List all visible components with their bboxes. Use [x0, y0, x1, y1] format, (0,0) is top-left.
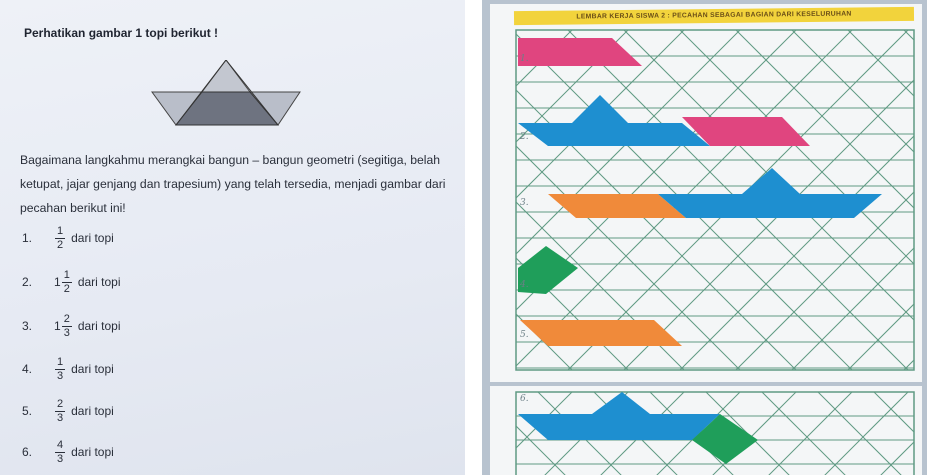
item-text: dari topi [71, 231, 114, 245]
list-item [22, 391, 114, 431]
list-item [22, 349, 114, 389]
item-number: 6. [22, 445, 33, 459]
item-number: 5. [22, 404, 33, 418]
right-student-work-photo [482, 0, 927, 475]
list-item [22, 218, 114, 258]
denominator: 2 [63, 282, 70, 295]
student-worksheet [482, 0, 927, 475]
row-label: 4. [520, 280, 529, 290]
item-number: 4. [22, 362, 33, 376]
numerator: 2 [57, 397, 64, 410]
row-label: 6. [520, 394, 529, 404]
denominator: 3 [57, 369, 64, 382]
denominator: 3 [57, 452, 64, 465]
denominator: 2 [57, 238, 64, 251]
hat-figure [150, 60, 310, 140]
fraction [55, 225, 65, 252]
item-whole: 1 [54, 319, 61, 333]
item-number: 2. [22, 275, 33, 289]
item-text: dari topi [71, 362, 114, 376]
row-label: 3. [520, 198, 529, 208]
numerator: 2 [63, 312, 70, 325]
fraction [62, 269, 72, 296]
item-number: 3. [22, 319, 33, 333]
row-label: 5. [520, 330, 529, 340]
numerator: 4 [57, 438, 64, 451]
list-item [22, 262, 121, 302]
denominator: 3 [63, 326, 70, 339]
item-text: dari topi [77, 319, 121, 333]
question-paragraph: Bagaimana langkahmu merangkai bangun – bangun geometri (segitiga, belah ketupat, jajar genjang dan trapesium) yang telah tersedia, menjadi gambar dari pecahan berikut ini! [20, 153, 446, 215]
numerator: 1 [57, 224, 64, 237]
denominator: 3 [57, 411, 64, 424]
worksheet-header: LEMBAR KERJA SISWA 2 : PECAHAN SEBAGAI BAGIAN DARI KESELURUHAN [514, 7, 914, 25]
row-label: 2. [520, 132, 529, 142]
fraction [55, 356, 65, 383]
numerator: 1 [57, 355, 64, 368]
item-whole: 1 [54, 275, 61, 289]
hat-top-triangle [202, 60, 250, 92]
row-label: 1. [520, 54, 529, 64]
item-number: 1. [22, 231, 33, 245]
item-text: dari topi [71, 404, 114, 418]
worksheet-heading: Perhatikan gambar 1 topi berikut ! [24, 26, 219, 40]
fraction [55, 439, 65, 466]
item-text: dari topi [71, 445, 114, 459]
fraction [55, 398, 65, 425]
item-text: dari topi [77, 275, 121, 289]
fraction [62, 313, 72, 340]
list-item [22, 306, 121, 346]
orange-parallelogram-shape [520, 320, 682, 346]
numerator: 1 [63, 268, 70, 281]
list-item [22, 432, 114, 472]
